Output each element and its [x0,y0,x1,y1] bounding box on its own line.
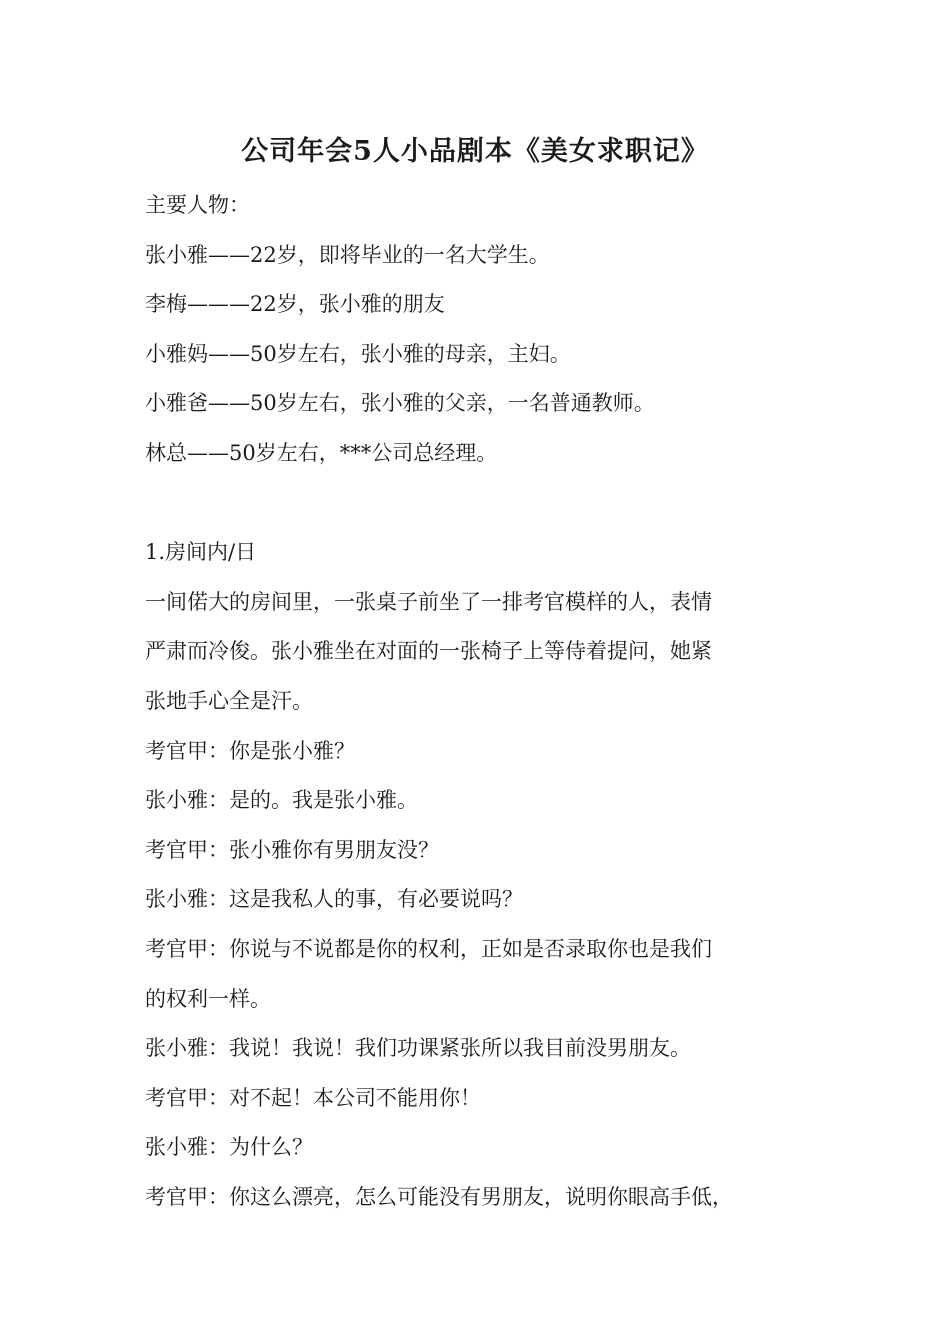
dialogue-line: 张小雅：为什么？ [145,1135,313,1160]
dialogue-line: 考官甲：你是张小雅？ [145,738,355,763]
blank-line [145,479,810,529]
document-title: 公司年会5人小品剧本《美女求职记》 [241,136,709,167]
document-body [145,181,810,1222]
character-line: 张小雅——22岁，即将毕业的一名大学生。 [145,242,550,267]
character-line: 李梅———22岁，张小雅的朋友 [145,292,445,317]
dialogue-line: 的权利一样。 [145,986,271,1011]
scene-description-line: 一间偌大的房间里，一张桌子前坐了一排考官模样的人，表情 [145,589,712,614]
dialogue-line: 张小雅：我说！我说！我们功课紧张所以我目前没男朋友。 [145,1036,691,1061]
scene-description-line: 张地手心全是汗。 [145,688,313,713]
dialogue-line: 张小雅：是的。我是张小雅。 [145,788,418,813]
character-line: 林总——50岁左右，***公司总经理。 [145,440,498,465]
character-line: 小雅妈——50岁左右，张小雅的母亲，主妇。 [145,341,571,366]
scene-description-line: 严肃而冷俊。张小雅坐在对面的一张椅子上等侍着提问，她紧 [145,639,712,664]
scene-heading: 1.房间内/日 [145,540,257,565]
dialogue-line: 考官甲：你说与不说都是你的权利，正如是否录取你也是我们 [145,936,712,961]
character-line: 小雅爸——50岁左右，张小雅的父亲，一名普通教师。 [145,391,655,416]
dialogue-line: 考官甲：你这么漂亮，怎么可能没有男朋友，说明你眼高手低， [145,1184,733,1209]
characters-heading: 主要人物： [145,193,250,217]
dialogue-line: 张小雅：这是我私人的事，有必要说吗？ [145,887,523,912]
dialogue-line: 考官甲：张小雅你有男朋友没？ [145,837,439,862]
dialogue-line: 考官甲：对不起！本公司不能用你！ [145,1085,481,1110]
